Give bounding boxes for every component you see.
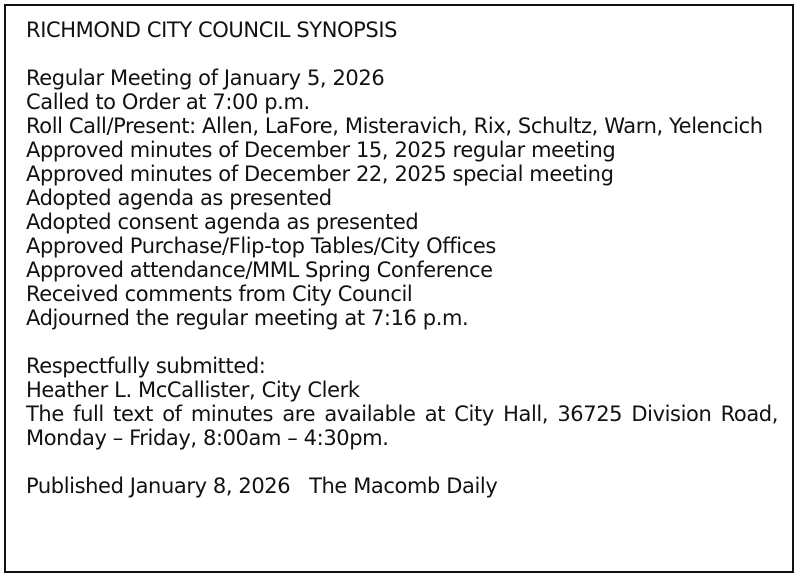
legal-notice: [4, 4, 794, 573]
notice-title: RICHMOND CITY COUNCIL SYNOPSIS: [26, 18, 398, 42]
roll-call-line: Roll Call/Present: Allen, LaFore, Misteravich, Rix, Schultz, Warn, Yelencich: [26, 114, 763, 138]
action-item: Adopted agenda as presented: [26, 186, 332, 210]
minutes-availability-line: The full text of minutes are available at City Hall, 36725 Division Road, Monday – Friday, 8:00am – 4:30pm.: [26, 402, 778, 450]
action-item: Adopted consent agenda as presented: [26, 210, 419, 234]
action-item: Approved minutes of December 15, 2025 regular meeting: [26, 138, 616, 162]
action-item: Approved Purchase/Flip-top Tables/City Offices: [26, 234, 496, 258]
meeting-line: Regular Meeting of January 5, 2026: [26, 66, 385, 90]
action-item: Approved minutes of December 22, 2025 special meeting: [26, 162, 614, 186]
respectfully-submitted: Respectfully submitted:: [26, 354, 266, 378]
action-item: Adjourned the regular meeting at 7:16 p.m.: [26, 306, 469, 330]
action-item: Received comments from City Council: [26, 282, 413, 306]
newspaper-name: The Macomb Daily: [309, 474, 498, 498]
clerk-signature-line: Heather L. McCallister, City Clerk: [26, 378, 360, 402]
action-item: Approved attendance/MML Spring Conference: [26, 258, 493, 282]
section-gap: [26, 330, 778, 354]
called-to-order-line: Called to Order at 7:00 p.m.: [26, 90, 310, 114]
publication-date: Published January 8, 2026: [26, 474, 291, 498]
publication-line: [26, 474, 778, 498]
